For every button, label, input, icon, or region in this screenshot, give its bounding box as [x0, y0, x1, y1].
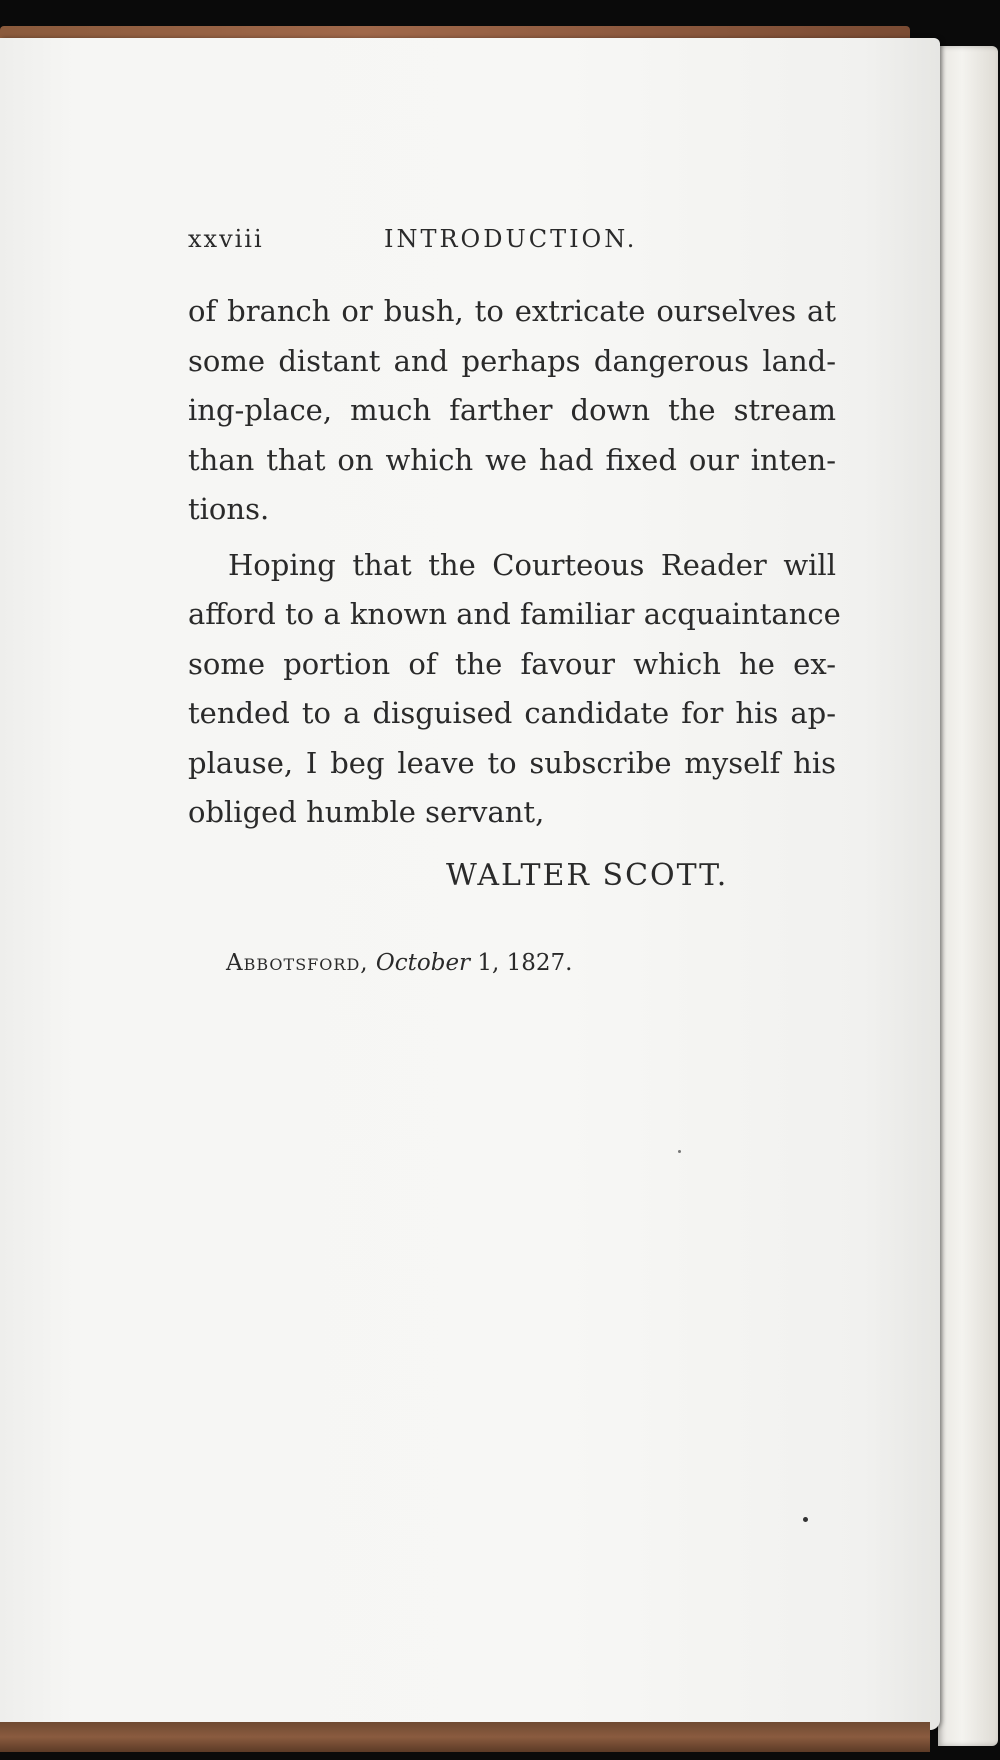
text-line: some distant and perhaps dangerous land-	[188, 343, 836, 378]
book-bottom-edge	[0, 1722, 930, 1752]
running-head	[188, 225, 836, 265]
text-line: afford to a known and familiar acquaintance	[188, 597, 841, 631]
signature: WALTER SCOTT.	[446, 857, 729, 893]
paper-speck	[803, 1517, 808, 1522]
text-line: than that on which we had fixed our inten-	[188, 442, 836, 477]
paper-speck	[678, 1150, 681, 1153]
page-text	[188, 225, 841, 980]
page-number: xxviii	[188, 225, 264, 253]
text-line: tended to a disguised candidate for his ap-	[188, 696, 836, 730]
page-edges	[938, 46, 998, 1746]
dateline-date: 1, 1827.	[470, 949, 573, 976]
text-line: obliged humble servant,	[188, 795, 545, 829]
running-head-title: INTRODUCTION.	[384, 225, 638, 253]
dateline-month: October	[375, 949, 471, 976]
text-line: Hoping that the Courteous Reader will	[228, 547, 836, 582]
text-line: ing-place, much farther down the stream	[188, 393, 836, 427]
text-line: some portion of the favour which he ex-	[188, 646, 836, 681]
text-line: plause, I beg leave to subscribe myself his	[188, 745, 836, 780]
body-text	[188, 287, 841, 838]
text-line: tions.	[188, 492, 270, 526]
text-line: of branch or bush, to extricate ourselves at	[188, 294, 836, 328]
dateline	[188, 946, 836, 980]
dateline-place: Abbotsford,	[226, 949, 369, 976]
